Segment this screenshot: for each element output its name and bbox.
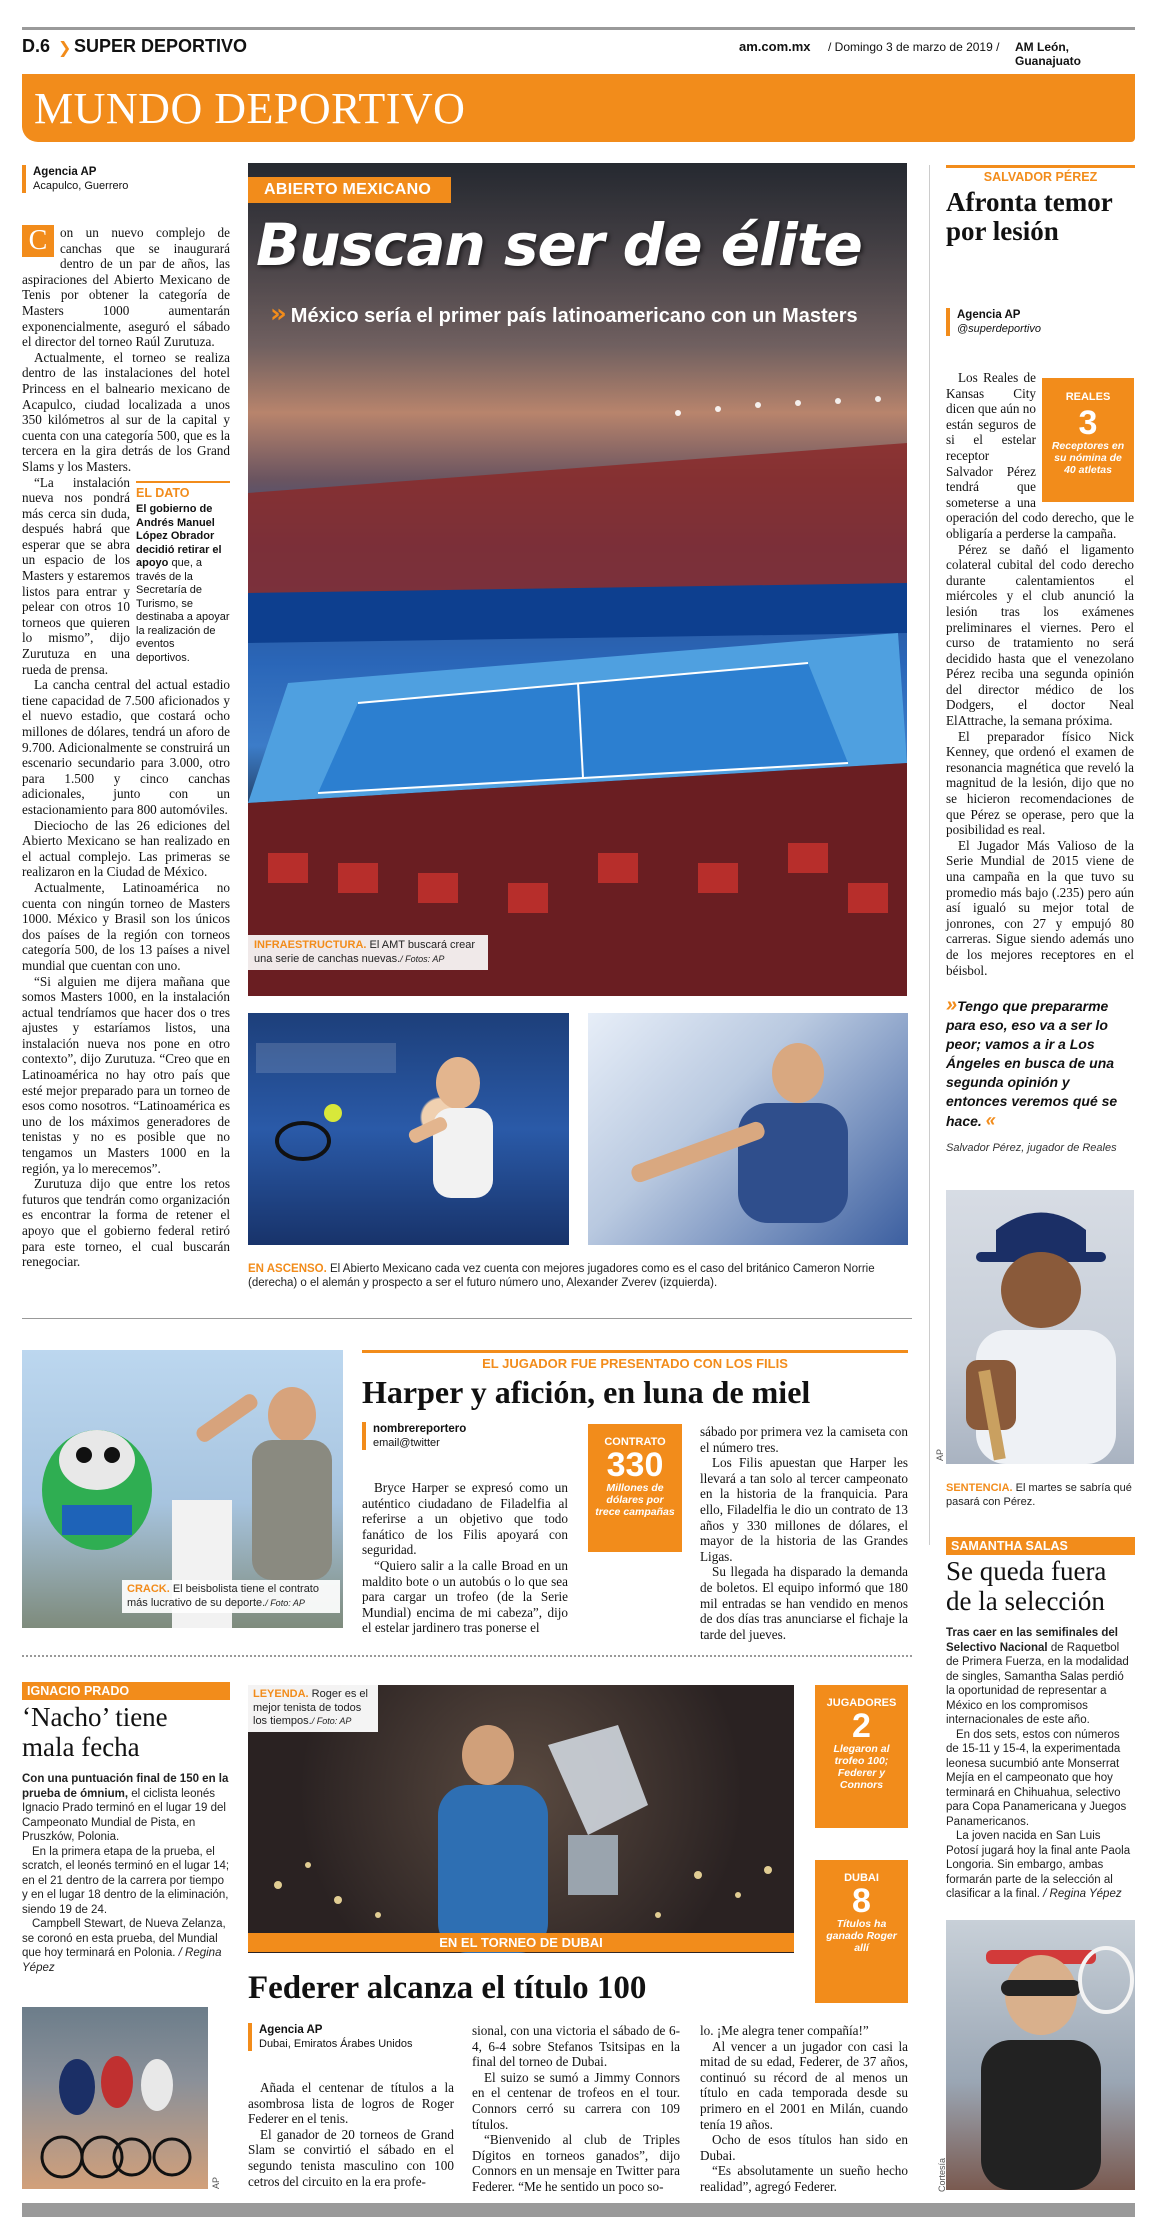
federer-kicker: EN EL TORNEO DE DUBAI [248,1933,794,1952]
harper-headline: Harper y afición, en luna de miel [362,1374,811,1410]
harper-p2: “Quiero salir a la calle Broad en un maldito bote o un autobús o lo que sea para cargar un trofeo (de la Serie Mundial) encima de mi cabeza”, dijo el estelar jardinero tras ponerse el [362,1557,568,1636]
prado-p2: En la primera etapa de la prueba, el scratch, el leonés terminó en el lugar 14; en el 21 dentro de la carrera por tiempo y en el lugar 18 dentro de la eliminación, siendo 19 de 24. [22,1845,230,1916]
prado-photo-credit: AP [211,2176,222,2190]
header-city: AM León, Guanajuato [1015,40,1082,68]
salas-story [946,1626,1135,1911]
prado-headline: ‘Nacho’ tiene mala fecha [22,1702,168,1762]
perez-figure [946,1190,1134,1464]
stadium-illustration [248,163,907,996]
norrie-figure [588,1013,908,1245]
perez-p1: Los Reales de Kansas City dicen que aún no están seguros de si el estelar receptor Salvador Pérez tendrá que someterse a una operación del codo derecho, que le obligaría a perderse la campaña. [946,370,1134,541]
federer-col3 [700,2023,908,2193]
banner-title: MUNDO DEPORTIVO [34,84,466,133]
prado-story [22,1772,230,1992]
federer-p5: “Bienvenido al club de Triples Dígitos en torneos ganados”, dijo Connors en un mensaje en Twitter para Federer. “Me he sentido un poco so- [472,2132,680,2194]
main-deck-text: México sería el primer país latinoamericano con un Masters [290,305,858,327]
perez-caption: SENTENCIA. El martes se sabría qué pasará con Pérez. [946,1482,1132,1508]
perez-quote [946,996,1134,1131]
federer-byline: Agencia AP Dubai, Emiratos Árabes Unidos [248,2023,458,2051]
harper-caption: CRACK. El beisbolista tiene el contrato más lucrativo de su deporte./ Foto: AP [122,1580,340,1613]
bottom-rule [22,2203,1135,2217]
cyclists-figure [22,2007,208,2189]
main-p4: Dieciocho de las 26 ediciones del Abierto Mexicano se han realizado en el actual complejo. Las primeras se realizaron en la Ciudad de México. [22,817,230,880]
harper-p5: Su llegada ha disparado la demanda de boletos. El equipo informó que 180 mil entradas se han vendido en menos de dos días tras anunciarse el fichaje la tarde del jueves. [700,1564,908,1642]
harper-byline: nombrereportero email@twitter [362,1422,562,1450]
quote-close-icon: « [985,1110,996,1130]
jugadores-box: JUGADORES 2 Llegaron al trofeo 100; Federer y Connors [815,1685,908,1828]
quote-attribution: Salvador Pérez, jugador de Reales [946,1142,1117,1154]
perez-byline: Agencia AP @superdeportivo [946,308,1126,336]
harper-p1: Bryce Harper se expresó como un auténtico ciudadano de Filadelfia al referirse a un objetivo que todo fanático de los Filis apoyará con seguridad. [362,1480,568,1558]
harper-col2 [700,1424,908,1642]
tennis-caption: EN ASCENSO. El Abierto Mexicano cada vez cuenta con mejores jugadores como es el caso del británico Cameron Norrie (derecha) o el alemán y prospecto a ser el futuro número uno, Alexander Zverev (izquierda). [248,1263,875,1289]
harper-col1 [362,1480,568,1636]
reales-box: REALES 3 Receptores en su nómina de 40 atletas [1042,378,1134,502]
federer-caption: LEYENDA. Roger es el mejor tenista de todos los tiempos./ Foto: AP [248,1685,378,1732]
main-p5: Actualmente, Latinoamérica no cuenta con ningún torneo de Masters 1000. México y Brasil son los únicos dos países de la región con torneos categoría 500, de los 13 países a nivel mundial que cuentan con uno. [22,879,230,973]
main-byline: Agencia AP Acapulco, Guerrero [22,165,222,193]
federer-p2: El ganador de 20 torneos de Grand Slam se convirtió el sábado en el segundo tenista masculino con 100 cetros del circuito en la era profe- [248,2126,454,2189]
quote-open-icon: » [946,994,958,1016]
prado-kicker: IGNACIO PRADO [22,1682,230,1700]
zverev-figure [248,1013,569,1245]
perez-p2: Pérez se dañó el ligamento colateral cubital del codo derecho durante calentamientos el miércoles y el club anunció la lesión tras los exámenes preliminares el viernes. Pero el curso de tratamiento no será decidido hasta que el venezolano Pérez reciba una segunda opinión del director médico de los Dodgers, el doctor Neal ElAttrache, la semana próxima. [946,541,1134,729]
main-p3b: La cancha central del actual estadio tiene capacidad de 7.500 aficionados y el nuevo estadio, que costará ocho millones de dólares, tendrá un aforo de 9.700. Adicionalmente se construirá un escenario secundario para 3.000, otro para 1.500 y cinco canchas adicionales, junto con un estacionamiento para 800 automóviles. [22,677,230,817]
double-arrow-icon: » [270,299,287,329]
main-photo [248,163,907,996]
salas-lead: Tras caer en las semifinales del Selectivo Nacional de Raquetbol de Primera Fuerza, en la modalidad de singles, Samantha Salas perdió la oportunidad de representar a México en los compromisos internacionales de este año. [946,1627,1129,1726]
harper-photo [22,1350,343,1628]
federer-p1: Añada el centenar de títulos a la asombrosa lista de logros de Roger Federer en el tenis. [248,2080,454,2127]
section-name: SUPER DEPORTIVO [74,36,248,56]
main-story-text [22,225,230,1295]
header-date: / Domingo 3 de marzo de 2019 / [828,40,1000,54]
federer-p9: “Es absolutamente un sueño hecho realidad”, agregó Federer. [700,2163,908,2194]
federer-headline: Federer alcanza el título 100 [248,1970,647,2006]
prado-photo [22,2007,208,2189]
salas-headline: Se queda fuera de la selección [946,1556,1107,1616]
federer-p4: El suizo se sumó a Jimmy Connors en el centenar de trofeos en el tour. Connors cerró su carrera con 109 títulos. [472,2069,680,2132]
perez-kicker: SALVADOR PÉREZ [983,170,1098,184]
main-p6: “Si alguien me dijera mañana que somos Masters 1000, en la instalación actual tendríamos que hacer dos o tres ajustes y estaríamos listos, una instalación nueva nos pone en otro contexto”, dijo Zurutuza. “Creo que en Latinoamérica no hay otro país que esté mejor preparado para un torneo de esos como nosotros. “Latinoamérica es uno de los máximos generadores de tenistas y no es posible que no tengamos un Masters 1000 en la región, ya lo merecemos”. [22,973,230,1176]
salas-p3: La joven nacida en San Luis Potosí jugará hoy la final ante Paola Longoria. Sin embargo, ambas formarán parte de la selección al clasificar a la final. / Regina Yépez [946,1830,1131,1900]
dato-box [136,481,230,666]
main-kicker: ABIERTO MEXICANO [248,177,451,203]
prado-lead: Con una puntuación final de 150 en la prueba de ómnium, el ciclista leonés Ignacio Prado terminó en el lugar 19 del Campeonato Mundial de Pista, en Pruszków, Polonia. [22,1773,229,1843]
federer-photo [248,1685,794,1953]
main-p7: Zurutuza dijo que entre los retos futuros que tendrán como organización es encontrar la forma de retener el apoyo que el gobierno federal retiró para este torneo, el cual buscarán renegociar. [22,1176,230,1270]
top-rule [22,27,1135,30]
prado-p3: Campbell Stewart, de Nueva Zelanza, se coronó en esta prueba, del Mundial que hoy terminará en Polonia. / Regina Yépez [22,1918,226,1974]
main-p3a: “La instalación nueva nos pondrá más cerca sin duda, después habrá que esperar que se abra un espacio de los Masters y estaremos listos para entrar y pelear con otros 10 torneos que quieren lo mismo”, dijo Zurutuza en una rueda de prensa. [22,474,130,677]
section-banner [22,74,1135,142]
bottom-dotted-divider [22,1655,912,1657]
salas-p2: En dos sets, estos con números de 15-11 y 15-4, la experimentada leonesa sucumbió ante Monserrat Mejía en el campeonato que hoy terminará en Chihuahua, selectivo para Copa Panamericana y Juegos Panamericanos. [946,1728,1127,1828]
salas-figure [946,1920,1135,2190]
perez-divider [929,165,930,1545]
federer-p8: Ocho de esos títulos han sido en Dubai. [700,2132,908,2163]
main-photo-caption: INFRAESTRUCTURA. El AMT buscará crear una serie de canchas nuevas./ Fotos: AP [248,935,488,970]
harper-rule [362,1350,908,1353]
quote-text: Tengo que prepararme para eso, eso va a ser lo peor; vamos a ir a Los Ángeles en busca de una segunda opinión y entonces veremos qué se hace. [946,998,1118,1129]
perez-p4: El Jugador Más Valioso de la Serie Mundial de 2015 viene de una campaña en la que tuvo su promedio más bajo (.235) pero aún así igualó su mejor total de jonrones, con 27 y empujó 80 carreras. Sigue siendo además uno de los mejores receptores en el béisbol. [946,837,1134,978]
perez-p3: El preparador físico Nick Kenney, que ordenó el examen de resonancia magnética que reveló la magnitud de la lesión, dijo que no se hicieron recomendaciones de que Pérez se operase, pero que la posibilidad es real. [946,728,1134,838]
harper-p4: Los Filis apuestan que Harper les llevará a tan solo al tercer campeonato en la historia de la franquicia. Para ello, Filadelfia le dio un contrato de 13 años y 330 millones de dólares, el mayor de la historia de las Grandes Ligas. [700,1455,908,1564]
perez-photo [946,1190,1134,1464]
harper-p3: sábado por primera vez la camiseta con el número tres. [700,1424,908,1455]
page-header [22,36,1135,68]
page-number: D.6 [22,36,51,56]
federer-col2 [472,2023,680,2193]
dato-title: EL DATO [136,485,190,500]
perez-story [946,370,1134,978]
federer-p6: lo. ¡Me alegra tener compañía!” [700,2023,869,2038]
dato-bold: El gobierno de Andrés Manuel López Obrador decidió retirar el apoyo [136,503,222,569]
main-deck [270,299,900,329]
perez-headline: Afronta temor por lesión [946,187,1113,246]
salas-photo-credit: Cortesía [937,2157,948,2193]
dropcap: C [22,225,54,257]
main-story-column [22,225,230,1295]
harper-kicker: EL JUGADOR FUE PRESENTADO CON LOS FILIS [482,1356,788,1371]
contrato-box: CONTRATO 330 Millones de dólares por trece campañas [588,1424,682,1552]
harper-top-divider [22,1318,912,1319]
federer-col1 [248,2080,454,2192]
dubai-box: DUBAI 8 Títulos ha ganado Roger allí [815,1860,908,2003]
main-p1: on un nuevo complejo de canchas que se inaugurará dentro de un par de años, las aspiraciones del Abierto Mexicano de Tenis por obtener la categoría de Masters 1000 aumentarán exponencialmente, aseguró el sábado el director del torneo Raúl Zurutuza. [22,225,230,350]
salas-photo [946,1920,1135,2190]
perez-photo-credit: AP [935,1448,946,1462]
main-p2: Actualmente, el torneo se realiza dentro de las instalaciones del hotel Princess en el balneario mexicano de Acapulco, ciudad localizada a unos 350 kilómetros al sur de la capital y cuenta con una categoría 500, que es la tercera en la gira detrás de los Grand Slams y los Masters. [22,349,230,474]
zverev-photo [248,1013,569,1245]
federer-p7: Al vencer a un jugador con casi la mitad de su edad, Federer, de 37 años, continuó su récord de al menos un título en cada temporada desde su primero en el 2001 en Milán, cuando tenía 19 años. [700,2038,908,2132]
perez-rule [946,165,1135,168]
norrie-photo [588,1013,908,1245]
main-headline: Buscan ser de élite [256,211,862,279]
site-link[interactable]: am.com.mx [739,39,811,54]
chevron-right-icon: ❯ [58,38,72,57]
salas-kicker: SAMANTHA SALAS [946,1537,1135,1555]
dato-rest: que, a través de la Secretaría de Turismo, se destinaba a apoyar la realización de eventos deportivos. [136,557,230,664]
federer-p3: sional, con una victoria el sábado de 6-4, 6-4 sobre Stefanos Tsitsipas en la final del torneo de Dubai. [472,2023,680,2070]
